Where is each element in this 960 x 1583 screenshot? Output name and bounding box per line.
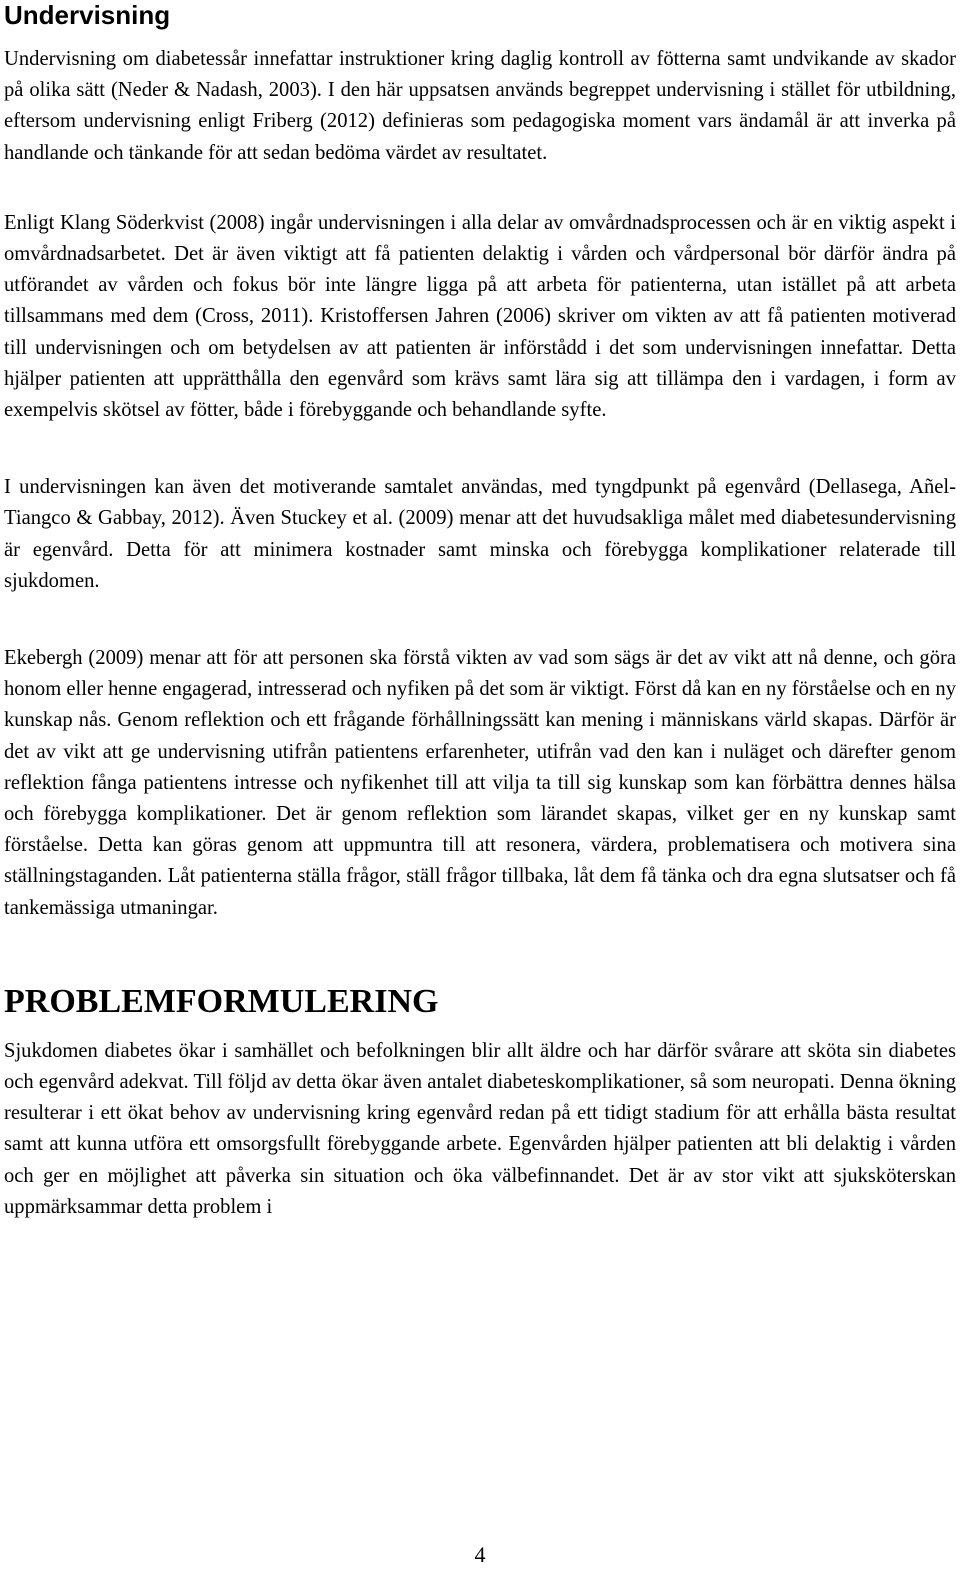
paragraph-klang-soderkvist: Enligt Klang Söderkvist (2008) ingår undervisningen i alla delar av omvårdnadsprocessen och är en viktig aspekt i omvårdnadsarbetet. Det är även viktigt att få patienten delaktig i vården och vårdpersonal bör därför ändra på utförandet av vården och fokus bör inte längre ligga på att arbeta för patienterna, utan istället på att arbeta tillsammans med dem (Cross, 2011). Kristoffersen Jahren (2006) skriver om vikten av att få patienten motiverad till undervisningen och om betydelsen av att patienten är införstådd i det som undervisningen innefattar. Detta hjälper patienten att upprätthålla den egenvård som krävs samt lära sig att tillämpa den i vardagen, i form av exempelvis skötsel av fötter, både i förebyggande och behandlande syfte.	[4, 211, 956, 422]
paragraph-problemformulering: Sjukdomen diabetes ökar i samhället och befolkningen blir allt äldre och har därför svårare att sköta sin diabetes och egenvård adekvat. Till följd av detta ökar även antalet diabeteskomplikationer, så som neuropati. Denna ökning resulterar i ett ökat behov av undervisning kring egenvård redan på ett tidigt stadium för att erhålla bästa resultat samt att kunna utföra ett omsorgsfullt förebyggande arbete. Egenvården hjälper patienten att bli delaktig i vården och ger en möjlighet att påverka sin situation och öka välbefinnandet. Det är av stor vikt att sjuksköterskan uppmärksammar detta problem i	[4, 1039, 956, 1218]
chapter-heading: PROBLEMFORMULERING	[4, 982, 439, 1020]
paragraph-undervisning-definition: Undervisning om diabetessår innefattar instruktioner kring daglig kontroll av fötterna samt undvikande av skador på olika sätt (Neder & Nadash, 2003). I den här uppsatsen används begreppet undervisning i stället för utbildning, eftersom undervisning enligt Friberg (2012) definieras som pedagogiska moment vars ändamål är att inverka på handlande och tänkande för att sedan bedöma värdet av resultatet.	[4, 48, 956, 164]
page-number: 4	[474, 1542, 486, 1567]
paragraph-ekebergh: Ekebergh (2009) menar att för att personen ska förstå vikten av vad som sägs är det av vikt att nå denne, och göra honom eller henne engagerad, intresserad och nyfiken på det som är viktigt. Först då kan en ny förståelse och en ny kunskap nås. Genom reflektion och ett frågande förhållningssätt kan mening i människans värld skapas. Därför är det av vikt att ge undervisning utifrån patientens erfarenheter, utifrån vad den kan i nuläget och därefter genom reflektion fånga patientens intresse och nyfikenhet till att vilja ta till sig kunskap som kan förbättra dennes hälsa och förebygga komplikationer. Det är genom reflektion som lärandet skapas, vilket ger en ny kunskap samt förståelse. Detta kan göras genom att uppmuntra till att resonera, värdera, problematisera och motivera sina ställningstaganden. Låt patienterna ställa frågor, ställ frågor tillbaka, låt dem få tänka och dra egna slutsatser och få tankemässiga utmaningar.	[4, 647, 956, 919]
paragraph-motiverande-samtal: I undervisningen kan även det motiverande samtalet användas, med tyngdpunkt på egenvård (Dellasega, Añel-Tiangco & Gabbay, 2012). Även Stuckey et al. (2009) menar att det huvudsakliga målet med diabetesundervisning är egenvård. Detta för att minimera kostnader samt minska och förebygga komplikationer relaterade till sjukdomen.	[4, 476, 956, 592]
section-heading: Undervisning	[4, 0, 171, 30]
